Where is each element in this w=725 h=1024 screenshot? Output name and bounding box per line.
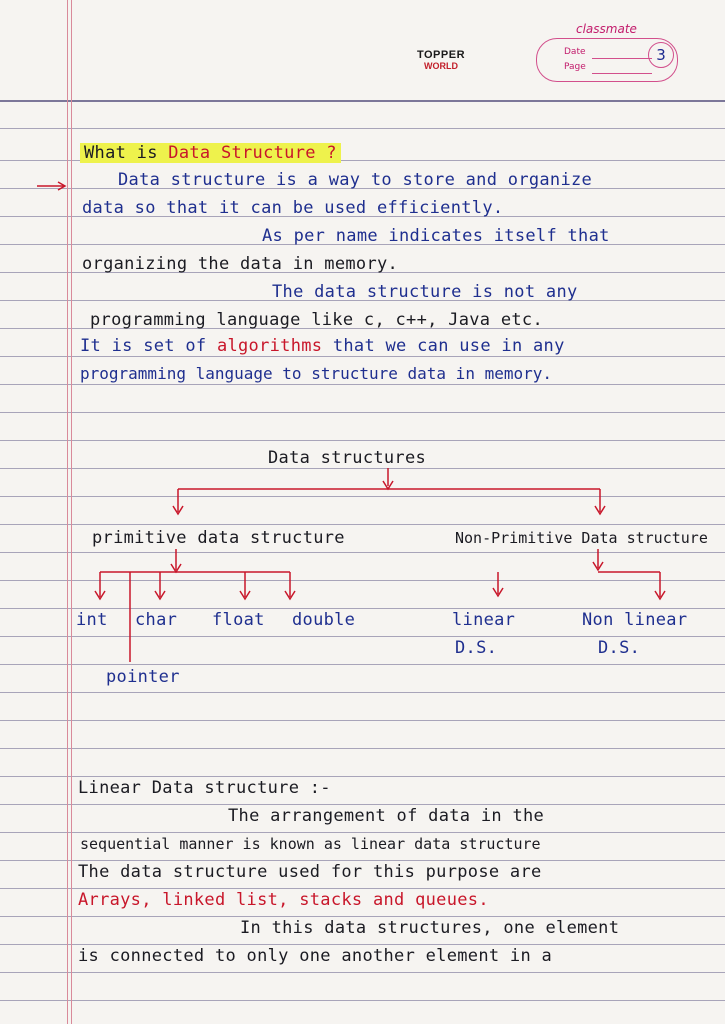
ruled-line: [0, 804, 725, 805]
para1-line-7c: that we can use in any: [322, 336, 565, 356]
ruled-line: [0, 720, 725, 721]
algorithms-word: algorithms: [216, 336, 323, 356]
ruled-line: [0, 860, 725, 861]
page-number: 3: [648, 42, 674, 68]
para1-line-3: As per name indicates itself that: [262, 226, 610, 246]
nonlinear-node-line-2: D.S.: [598, 638, 641, 658]
ruled-line: [0, 916, 725, 917]
heading-prefix: What is: [84, 143, 169, 163]
leaf-pointer: pointer: [106, 667, 180, 687]
nonlinear-node-line-1: Non linear: [582, 610, 688, 630]
para1-line-1: Data structure is a way to store and organize: [118, 170, 593, 190]
linear-line-3: The data structure used for this purpose are: [78, 862, 542, 882]
para1-line-5: The data structure is not any: [272, 282, 578, 302]
date-label: Date: [564, 47, 586, 57]
primitive-node: primitive data structure: [92, 528, 345, 548]
ruled-line: [0, 776, 725, 777]
diagram-root: Data structures: [268, 448, 427, 468]
ruled-line: [0, 944, 725, 945]
para1-line-7a: It is set of: [80, 336, 217, 356]
linear-node-line-2: D.S.: [455, 638, 498, 658]
para1-line-8: programming language to structure data in memory.: [80, 364, 553, 383]
para1-line-4: organizing the data in memory.: [82, 254, 399, 274]
ruled-line: [0, 1000, 725, 1001]
leaf-double: double: [292, 610, 356, 630]
heading-highlight: Data Structure ?: [168, 143, 337, 163]
ruled-line: [0, 972, 725, 973]
ruled-line: [0, 888, 725, 889]
linear-line-5: In this data structures, one element: [240, 918, 620, 938]
notebook-brand: classmate: [576, 22, 637, 36]
linear-node-line-1: linear: [452, 610, 516, 630]
page-label: Page: [564, 62, 586, 72]
linear-section-title: Linear Data structure :-: [78, 778, 331, 798]
logo-line-1: TOPPER: [416, 49, 466, 61]
leaf-float: float: [212, 610, 265, 630]
para1-line-6: programming language like c, c++, Java etc.: [90, 310, 543, 330]
ruled-line: [0, 748, 725, 749]
linear-line-2: sequential manner is known as linear data structure: [80, 835, 541, 853]
linear-line-1: The arrangement of data in the: [228, 806, 545, 826]
ruled-line: [0, 832, 725, 833]
non-primitive-node: Non-Primitive Data structure: [455, 529, 708, 547]
leaf-int: int: [76, 610, 108, 630]
linear-line-6: is connected to only one another element in a: [78, 946, 553, 966]
logo-line-2: WORLD: [424, 61, 458, 71]
para1-line-2: data so that it can be used efficiently.: [82, 198, 504, 218]
linear-line-4: Arrays, linked list, stacks and queues.: [78, 890, 489, 910]
leaf-char: char: [135, 610, 178, 630]
